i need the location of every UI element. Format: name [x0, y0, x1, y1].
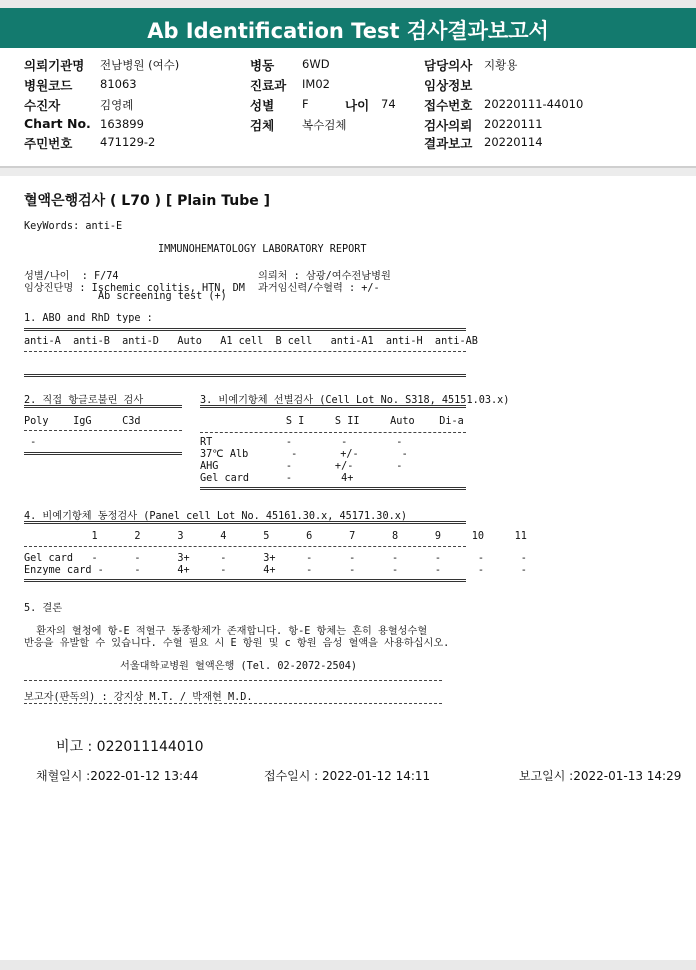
- lab-report-title: IMMUNOHEMATOLOGY LABORATORY REPORT: [158, 244, 367, 255]
- label-department: 진료과: [250, 78, 287, 93]
- top-strip: [0, 0, 696, 8]
- screening-row-37c-alb: 37℃ Alb - +/- -: [200, 449, 408, 460]
- abo-section-title: 1. ABO and RhD type :: [24, 313, 153, 324]
- report-section-title: 혈액은행검사 ( L70 ) [ Plain Tube ]: [24, 193, 271, 209]
- label-sex: 성별: [250, 98, 275, 113]
- label-requesting-institution: 의뢰기관명: [24, 58, 85, 73]
- double-rule: [24, 452, 182, 455]
- label-physician: 담당의사: [424, 58, 473, 73]
- label-hospital-code: 병원코드: [24, 78, 73, 93]
- report-header: [0, 8, 696, 48]
- label-patient-name: 수진자: [24, 98, 61, 113]
- dat-result: -: [24, 437, 37, 448]
- label-specimen: 검체: [250, 118, 275, 133]
- dashed-rule: [24, 351, 466, 352]
- panel-table-headers: 1 2 3 4 5 6 7 8 9 10 11: [24, 531, 527, 542]
- sex-age: 성별/나이 : F/74: [24, 271, 119, 282]
- panel-row-enzyme-card: Enzyme card - - 4+ - 4+ - - - - - -: [24, 565, 527, 576]
- dat-table-headers: Poly IgG C3d: [24, 416, 141, 427]
- screening-row-ahg: AHG - +/- -: [200, 461, 403, 472]
- value-age: 74: [381, 97, 396, 111]
- dat-section-title: 2. 직접 항글로불린 검사: [24, 395, 144, 406]
- label-receipt-no: 접수번호: [424, 98, 473, 113]
- double-rule: [200, 487, 466, 490]
- value-result-report: 20220114: [484, 135, 543, 149]
- double-rule: [24, 328, 466, 331]
- diagnosis-line-1: 임상진단명 : Ischemic colitis, HTN, DM: [24, 283, 245, 294]
- value-receipt-no: 20220111-44010: [484, 97, 584, 111]
- panel-row-gel-card: Gel card - - 3+ - 3+ - - - - - -: [24, 553, 527, 564]
- requester: 의뢰처 : 삼광/여수전남병원: [258, 271, 391, 282]
- screening-section-title: 3. 비예기항체 선별검사 (Cell Lot No. S318, 45151.03.x): [200, 395, 510, 406]
- collection-time: 채혈일시 :2022-01-12 13:44: [36, 769, 199, 783]
- value-patient-name: 김영례: [100, 98, 134, 112]
- value-physician: 지황용: [484, 58, 518, 72]
- value-test-request: 20220111: [484, 117, 543, 131]
- label-resident-no: 주민번호: [24, 136, 73, 151]
- value-ward: 6WD: [302, 57, 330, 71]
- dashed-rule: [24, 680, 442, 681]
- label-test-request: 검사의뢰: [424, 118, 473, 133]
- institution: 서울대학교병원 혈액은행 (Tel. 02-2072-2504): [120, 661, 358, 672]
- dashed-rule: [200, 432, 466, 433]
- screening-table-headers: S I S II Auto Di-a: [200, 416, 464, 427]
- conclusion-line-1: 환자의 혈청에 항-E 적혈구 동종항체가 존재합니다. 항-E 항체는 흔히 용혈성수혈: [24, 626, 428, 637]
- keywords: KeyWords: anti-E: [24, 221, 123, 232]
- label-clinical-info: 임상정보: [424, 78, 473, 93]
- transfusion-history: 과거임신력/수혈력 : +/-: [258, 283, 380, 294]
- section-separator: [0, 168, 696, 176]
- diagnosis-line-2: Ab screening test (+): [98, 291, 227, 302]
- double-rule: [24, 521, 466, 524]
- report-title: Ab Identification Test 검사결과보고서: [147, 19, 549, 43]
- note: 비고 : 022011144010: [56, 739, 204, 755]
- report-body: [0, 176, 696, 960]
- value-sex: F: [302, 97, 309, 111]
- panel-section-title: 4. 비예기항체 동정검사 (Panel cell Lot No. 45161.30.x, 45171.30.x): [24, 511, 407, 522]
- label-ward: 병동: [250, 58, 275, 73]
- value-requesting-institution: 전남병원 (여수): [100, 58, 180, 72]
- dashed-rule: [24, 546, 466, 547]
- dashed-rule: [24, 430, 182, 431]
- double-rule: [24, 405, 182, 408]
- label-chart-no: Chart No.: [24, 116, 91, 131]
- dashed-rule: [24, 703, 442, 704]
- abo-table-headers: anti-A anti-B anti-D Auto A1 cell B cell anti-A1 anti-H anti-AB: [24, 336, 478, 347]
- bottom-strip: [0, 960, 696, 970]
- value-resident-no: 471129-2: [100, 135, 156, 149]
- label-result-report: 결과보고: [424, 136, 473, 151]
- value-department: IM02: [302, 77, 330, 91]
- screening-row-rt: RT - - -: [200, 437, 403, 448]
- report-time: 보고일시 :2022-01-13 14:29: [519, 769, 682, 783]
- reporter: 보고자(판독의) : 강지상 M.T. / 박재현 M.D.: [24, 692, 253, 703]
- conclusion-line-2: 반응을 유발할 수 있습니다. 수혈 필요 시 E 항원 및 c 항원 음성 혈액을 사용하십시오.: [24, 638, 450, 649]
- double-rule: [24, 374, 466, 377]
- conclusion-section-title: 5. 결론: [24, 603, 63, 614]
- double-rule: [200, 405, 466, 408]
- value-specimen: 복수검체: [302, 118, 347, 132]
- screening-row-gel-card: Gel card - 4+: [200, 473, 354, 484]
- receipt-time: 접수일시 : 2022-01-12 14:11: [264, 769, 431, 783]
- value-chart-no: 163899: [100, 117, 144, 131]
- double-rule: [24, 579, 466, 582]
- value-hospital-code: 81063: [100, 77, 137, 91]
- label-age: 나이: [345, 98, 370, 113]
- patient-info-panel: [0, 48, 696, 168]
